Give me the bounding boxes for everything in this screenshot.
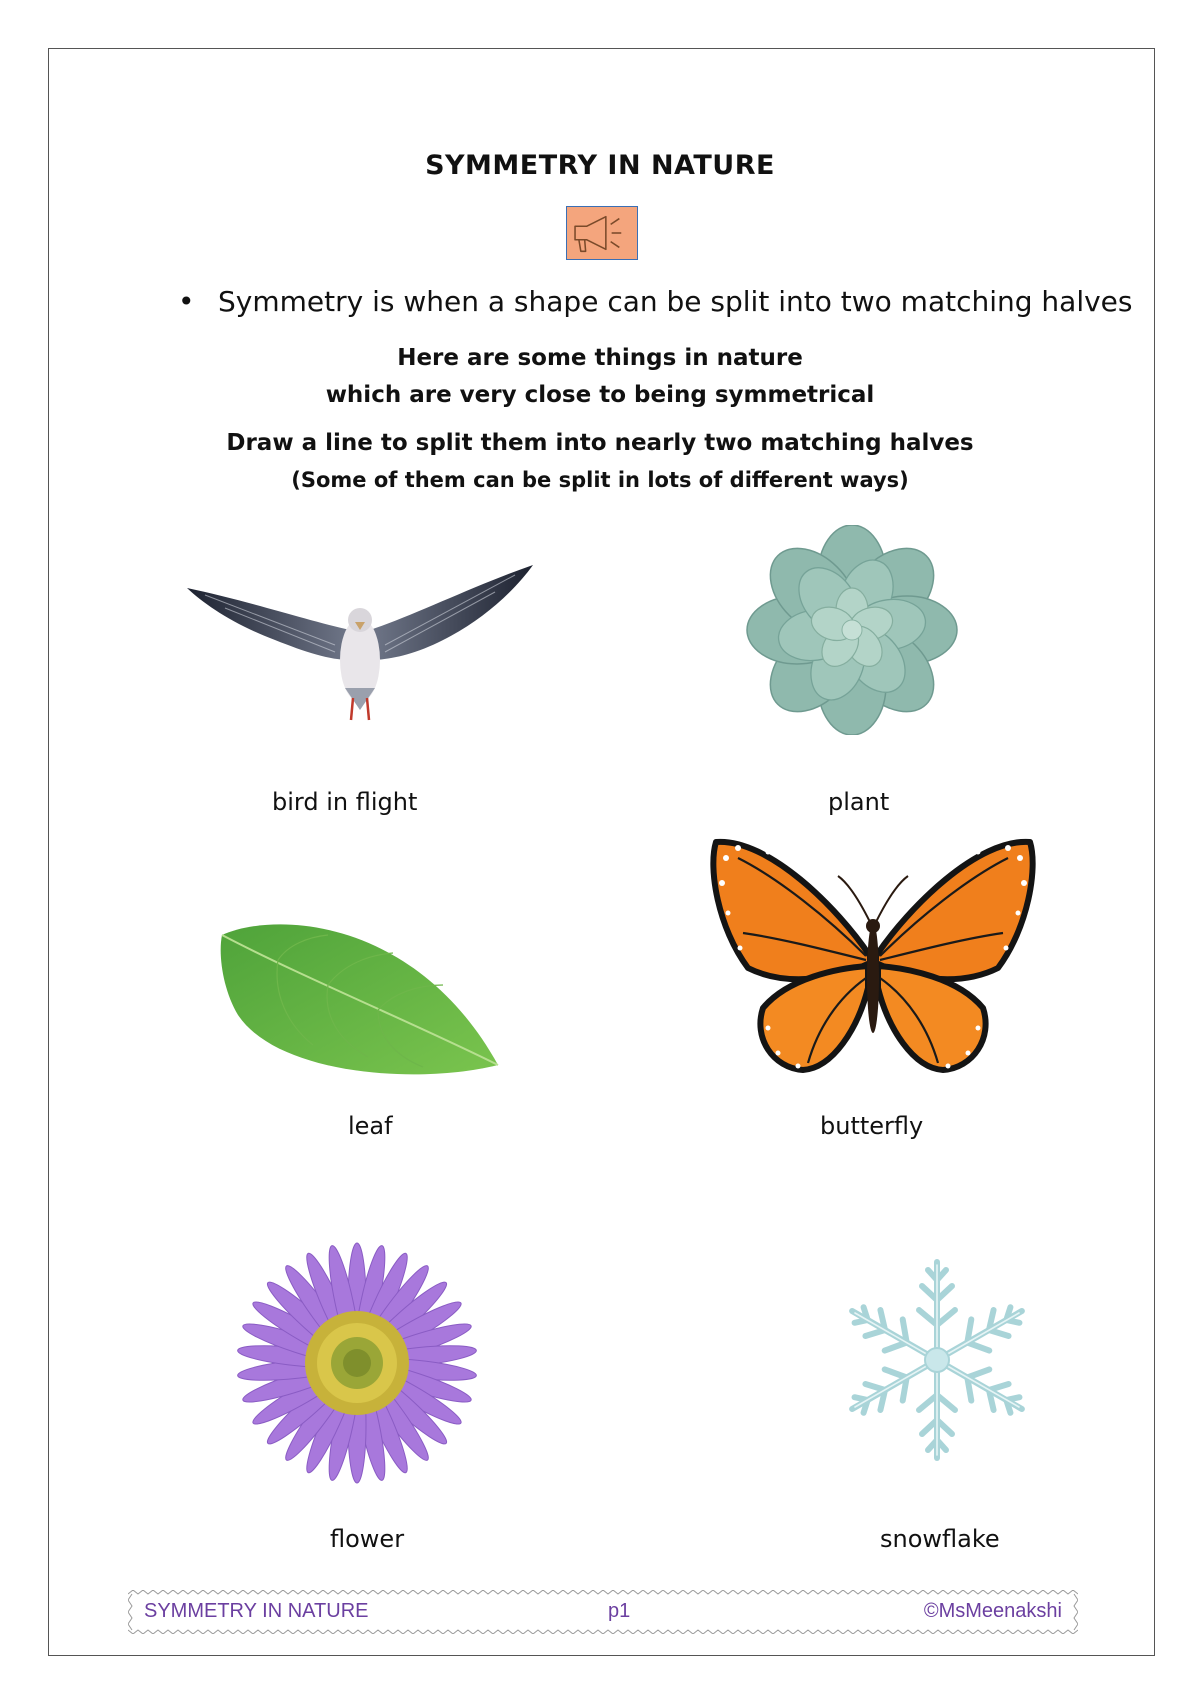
leaf-image xyxy=(218,915,503,1080)
plant-label: plant xyxy=(828,788,890,816)
bullet-definition xyxy=(178,285,1132,318)
page-title: SYMMETRY IN NATURE xyxy=(425,150,775,181)
butterfly-image xyxy=(708,838,1038,1078)
butterfly-label: butterfly xyxy=(820,1112,924,1140)
snowflake-image xyxy=(840,1255,1035,1465)
leaf-label: leaf xyxy=(348,1112,393,1140)
instruction-line: Draw a line to split them into nearly two matching halves xyxy=(226,430,974,456)
snowflake-label: snowflake xyxy=(880,1525,1000,1553)
intro-line-1: Here are some things in nature xyxy=(397,345,803,371)
bird-label: bird in flight xyxy=(272,788,418,816)
intro-line-2: which are very close to being symmetrical xyxy=(325,382,875,408)
note-line: (Some of them can be split in lots of different ways) xyxy=(291,468,909,492)
succulent-plant-image xyxy=(745,525,960,735)
flower-label: flower xyxy=(330,1525,405,1553)
footer-page-number: p1 xyxy=(608,1600,631,1622)
footer-copyright: ©MsMeenakshi xyxy=(923,1600,1062,1622)
flower-image xyxy=(230,1238,485,1488)
bullet-dot-icon: • xyxy=(178,285,195,318)
definition-text: Symmetry is when a shape can be split into two matching halves xyxy=(218,285,1133,318)
footer-title: SYMMETRY IN NATURE xyxy=(144,1600,369,1622)
bird-in-flight-image xyxy=(185,560,535,730)
footer-banner xyxy=(128,1590,1078,1634)
speaker-icon[interactable] xyxy=(566,206,638,260)
